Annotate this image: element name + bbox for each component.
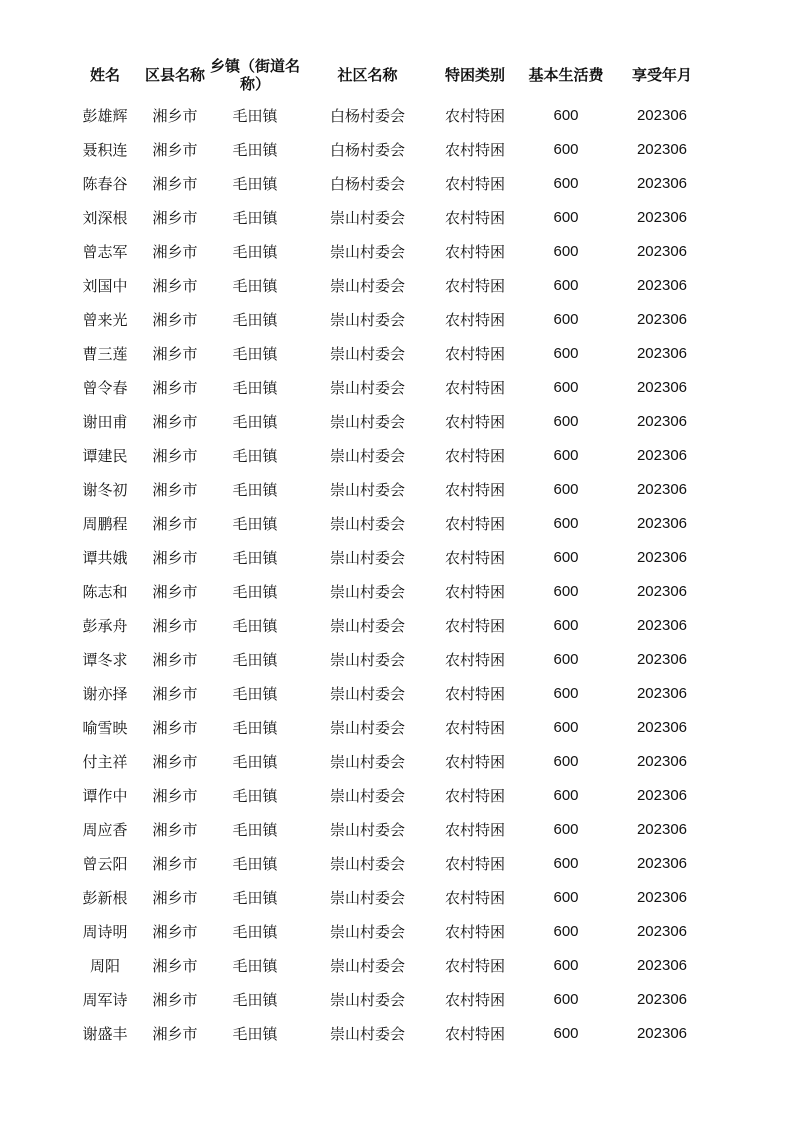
cell-county: 湘乡市	[152, 242, 198, 261]
cell-allowance: 600	[553, 820, 579, 838]
cell-community: 崇山村委会	[329, 854, 405, 873]
cell-community: 崇山村委会	[329, 922, 405, 941]
cell-allowance: 600	[553, 718, 579, 736]
cell-month: 202306	[636, 548, 688, 566]
cell-name: 曾云阳	[82, 854, 128, 873]
cell-county: 湘乡市	[152, 650, 198, 669]
cell-name: 谢盛丰	[82, 1024, 128, 1043]
cell-township: 毛田镇	[232, 650, 278, 669]
table-row	[70, 982, 716, 1016]
header-category: 特困类别	[444, 66, 505, 84]
cell-name: 谭建民	[82, 446, 128, 465]
cell-township: 毛田镇	[232, 956, 278, 975]
table-row	[70, 778, 716, 812]
cell-county: 湘乡市	[152, 922, 198, 941]
cell-community: 崇山村委会	[329, 582, 405, 601]
cell-month: 202306	[636, 752, 688, 770]
cell-month: 202306	[636, 242, 688, 260]
table-row	[70, 540, 716, 574]
cell-month: 202306	[636, 174, 688, 192]
cell-month: 202306	[636, 378, 688, 396]
cell-name: 付主祥	[82, 752, 128, 771]
cell-category: 农村特困	[444, 276, 505, 295]
table-row	[70, 812, 716, 846]
table-row	[70, 914, 716, 948]
table-row	[70, 302, 716, 336]
cell-category: 农村特困	[444, 922, 505, 941]
cell-allowance: 600	[553, 888, 579, 906]
cell-category: 农村特困	[444, 378, 505, 397]
header-start-month: 享受年月	[631, 66, 692, 84]
cell-county: 湘乡市	[152, 514, 198, 533]
cell-county: 湘乡市	[152, 888, 198, 907]
table-row	[70, 336, 716, 370]
header-community: 社区名称	[337, 66, 398, 84]
cell-county: 湘乡市	[152, 616, 198, 635]
cell-name: 周诗明	[82, 922, 128, 941]
table-row	[70, 608, 716, 642]
cell-township: 毛田镇	[232, 548, 278, 567]
cell-township: 毛田镇	[232, 514, 278, 533]
cell-name: 谢田甫	[82, 412, 128, 431]
cell-month: 202306	[636, 650, 688, 668]
cell-name: 谭冬求	[82, 650, 128, 669]
cell-month: 202306	[636, 140, 688, 158]
cell-community: 崇山村委会	[329, 412, 405, 431]
cell-community: 崇山村委会	[329, 1024, 405, 1043]
cell-name: 彭承舟	[82, 616, 128, 635]
cell-county: 湘乡市	[152, 820, 198, 839]
cell-month: 202306	[636, 990, 688, 1008]
cell-community: 崇山村委会	[329, 752, 405, 771]
cell-allowance: 600	[553, 650, 579, 668]
cell-township: 毛田镇	[232, 446, 278, 465]
cell-allowance: 600	[553, 242, 579, 260]
cell-township: 毛田镇	[232, 276, 278, 295]
cell-community: 白杨村委会	[329, 174, 405, 193]
cell-allowance: 600	[553, 174, 579, 192]
cell-name: 喻雪映	[82, 718, 128, 737]
cell-community: 崇山村委会	[329, 684, 405, 703]
cell-township: 毛田镇	[232, 140, 278, 159]
cell-month: 202306	[636, 582, 688, 600]
cell-allowance: 600	[553, 956, 579, 974]
cell-county: 湘乡市	[152, 684, 198, 703]
cell-township: 毛田镇	[232, 582, 278, 601]
cell-township: 毛田镇	[232, 820, 278, 839]
cell-allowance: 600	[553, 990, 579, 1008]
table-row	[70, 472, 716, 506]
cell-county: 湘乡市	[152, 106, 198, 125]
cell-county: 湘乡市	[152, 480, 198, 499]
cell-county: 湘乡市	[152, 378, 198, 397]
cell-category: 农村特困	[444, 140, 505, 159]
cell-community: 崇山村委会	[329, 276, 405, 295]
cell-category: 农村特困	[444, 786, 505, 805]
cell-county: 湘乡市	[152, 276, 198, 295]
cell-category: 农村特困	[444, 990, 505, 1009]
table-row	[70, 200, 716, 234]
cell-name: 彭雄辉	[82, 106, 128, 125]
cell-township: 毛田镇	[232, 344, 278, 363]
cell-allowance: 600	[553, 548, 579, 566]
cell-name: 谭作中	[82, 786, 128, 805]
cell-township: 毛田镇	[232, 106, 278, 125]
cell-township: 毛田镇	[232, 616, 278, 635]
header-living-allowance: 基本生活费	[528, 66, 604, 84]
cell-month: 202306	[636, 208, 688, 226]
table-row	[70, 370, 716, 404]
cell-name: 周应香	[82, 820, 128, 839]
cell-community: 崇山村委会	[329, 480, 405, 499]
table-row	[70, 132, 716, 166]
cell-category: 农村特困	[444, 480, 505, 499]
cell-allowance: 600	[553, 208, 579, 226]
cell-month: 202306	[636, 616, 688, 634]
cell-township: 毛田镇	[232, 922, 278, 941]
cell-township: 毛田镇	[232, 752, 278, 771]
cell-community: 崇山村委会	[329, 208, 405, 227]
cell-township: 毛田镇	[232, 786, 278, 805]
cell-allowance: 600	[553, 514, 579, 532]
cell-name: 彭新根	[82, 888, 128, 907]
cell-month: 202306	[636, 310, 688, 328]
cell-month: 202306	[636, 956, 688, 974]
cell-category: 农村特困	[444, 616, 505, 635]
cell-month: 202306	[636, 480, 688, 498]
cell-month: 202306	[636, 344, 688, 362]
cell-name: 刘深根	[82, 208, 128, 227]
table-body	[70, 98, 716, 1050]
table-row	[70, 404, 716, 438]
cell-category: 农村特困	[444, 446, 505, 465]
cell-month: 202306	[636, 820, 688, 838]
cell-category: 农村特困	[444, 174, 505, 193]
cell-allowance: 600	[553, 310, 579, 328]
cell-allowance: 600	[553, 276, 579, 294]
cell-month: 202306	[636, 922, 688, 940]
cell-community: 崇山村委会	[329, 548, 405, 567]
cell-county: 湘乡市	[152, 548, 198, 567]
table-row	[70, 948, 716, 982]
cell-allowance: 600	[553, 446, 579, 464]
cell-category: 农村特困	[444, 752, 505, 771]
cell-township: 毛田镇	[232, 990, 278, 1009]
cell-month: 202306	[636, 412, 688, 430]
cell-township: 毛田镇	[232, 854, 278, 873]
cell-month: 202306	[636, 718, 688, 736]
cell-county: 湘乡市	[152, 208, 198, 227]
cell-community: 白杨村委会	[329, 140, 405, 159]
cell-category: 农村特困	[444, 582, 505, 601]
cell-allowance: 600	[553, 854, 579, 872]
cell-month: 202306	[636, 446, 688, 464]
cell-community: 崇山村委会	[329, 718, 405, 737]
cell-county: 湘乡市	[152, 990, 198, 1009]
table-row	[70, 166, 716, 200]
cell-month: 202306	[636, 684, 688, 702]
cell-allowance: 600	[553, 786, 579, 804]
table-row	[70, 1016, 716, 1050]
cell-month: 202306	[636, 106, 688, 124]
cell-county: 湘乡市	[152, 956, 198, 975]
table-row	[70, 710, 716, 744]
cell-township: 毛田镇	[232, 242, 278, 261]
cell-township: 毛田镇	[232, 480, 278, 499]
cell-county: 湘乡市	[152, 752, 198, 771]
cell-community: 崇山村委会	[329, 990, 405, 1009]
cell-allowance: 600	[553, 752, 579, 770]
table-row	[70, 880, 716, 914]
cell-category: 农村特困	[444, 514, 505, 533]
header-township: 乡镇（街道名称）	[210, 57, 301, 93]
cell-allowance: 600	[553, 140, 579, 158]
cell-township: 毛田镇	[232, 718, 278, 737]
cell-category: 农村特困	[444, 888, 505, 907]
cell-allowance: 600	[553, 480, 579, 498]
cell-month: 202306	[636, 786, 688, 804]
table-row	[70, 574, 716, 608]
header-county: 区县名称	[144, 66, 205, 84]
cell-county: 湘乡市	[152, 140, 198, 159]
table-row	[70, 98, 716, 132]
cell-township: 毛田镇	[232, 412, 278, 431]
table-row	[70, 234, 716, 268]
relief-table	[70, 52, 716, 1050]
cell-name: 谢冬初	[82, 480, 128, 499]
header-name: 姓名	[89, 66, 120, 84]
cell-month: 202306	[636, 854, 688, 872]
cell-community: 崇山村委会	[329, 446, 405, 465]
cell-allowance: 600	[553, 616, 579, 634]
cell-category: 农村特困	[444, 412, 505, 431]
cell-name: 周阳	[89, 956, 120, 975]
cell-name: 曾志军	[82, 242, 128, 261]
cell-category: 农村特困	[444, 548, 505, 567]
cell-name: 曹三莲	[82, 344, 128, 363]
cell-name: 周鹏程	[82, 514, 128, 533]
cell-township: 毛田镇	[232, 888, 278, 907]
cell-category: 农村特困	[444, 106, 505, 125]
cell-category: 农村特困	[444, 718, 505, 737]
cell-name: 刘国中	[82, 276, 128, 295]
cell-category: 农村特困	[444, 820, 505, 839]
cell-month: 202306	[636, 276, 688, 294]
cell-county: 湘乡市	[152, 446, 198, 465]
table-row	[70, 438, 716, 472]
cell-name: 陈志和	[82, 582, 128, 601]
cell-community: 白杨村委会	[329, 106, 405, 125]
cell-county: 湘乡市	[152, 786, 198, 805]
cell-community: 崇山村委会	[329, 378, 405, 397]
table-row	[70, 846, 716, 880]
table-row	[70, 676, 716, 710]
cell-name: 谭共娥	[82, 548, 128, 567]
cell-name: 陈春谷	[82, 174, 128, 193]
cell-township: 毛田镇	[232, 684, 278, 703]
cell-name: 周军诗	[82, 990, 128, 1009]
cell-name: 曾来光	[82, 310, 128, 329]
cell-county: 湘乡市	[152, 310, 198, 329]
cell-month: 202306	[636, 1024, 688, 1042]
table-row	[70, 506, 716, 540]
table-header-row	[70, 52, 716, 98]
cell-county: 湘乡市	[152, 412, 198, 431]
cell-township: 毛田镇	[232, 174, 278, 193]
cell-name: 谢亦择	[82, 684, 128, 703]
cell-allowance: 600	[553, 1024, 579, 1042]
cell-allowance: 600	[553, 378, 579, 396]
cell-category: 农村特困	[444, 684, 505, 703]
cell-allowance: 600	[553, 582, 579, 600]
cell-category: 农村特困	[444, 310, 505, 329]
cell-township: 毛田镇	[232, 208, 278, 227]
cell-community: 崇山村委会	[329, 786, 405, 805]
cell-month: 202306	[636, 888, 688, 906]
cell-community: 崇山村委会	[329, 650, 405, 669]
cell-community: 崇山村委会	[329, 820, 405, 839]
cell-category: 农村特困	[444, 344, 505, 363]
cell-name: 曾令春	[82, 378, 128, 397]
cell-community: 崇山村委会	[329, 616, 405, 635]
cell-county: 湘乡市	[152, 174, 198, 193]
cell-month: 202306	[636, 514, 688, 532]
cell-county: 湘乡市	[152, 1024, 198, 1043]
cell-county: 湘乡市	[152, 344, 198, 363]
cell-community: 崇山村委会	[329, 888, 405, 907]
cell-community: 崇山村委会	[329, 344, 405, 363]
cell-category: 农村特困	[444, 854, 505, 873]
cell-township: 毛田镇	[232, 378, 278, 397]
cell-category: 农村特困	[444, 208, 505, 227]
cell-allowance: 600	[553, 412, 579, 430]
cell-community: 崇山村委会	[329, 242, 405, 261]
cell-county: 湘乡市	[152, 854, 198, 873]
cell-county: 湘乡市	[152, 718, 198, 737]
cell-name: 聂积连	[82, 140, 128, 159]
cell-township: 毛田镇	[232, 1024, 278, 1043]
cell-allowance: 600	[553, 922, 579, 940]
cell-county: 湘乡市	[152, 582, 198, 601]
cell-category: 农村特困	[444, 242, 505, 261]
table-row	[70, 642, 716, 676]
table-row	[70, 744, 716, 778]
cell-category: 农村特困	[444, 956, 505, 975]
table-row	[70, 268, 716, 302]
cell-community: 崇山村委会	[329, 956, 405, 975]
cell-allowance: 600	[553, 344, 579, 362]
cell-township: 毛田镇	[232, 310, 278, 329]
cell-allowance: 600	[553, 106, 579, 124]
cell-category: 农村特困	[444, 650, 505, 669]
cell-community: 崇山村委会	[329, 514, 405, 533]
cell-allowance: 600	[553, 684, 579, 702]
cell-community: 崇山村委会	[329, 310, 405, 329]
cell-category: 农村特困	[444, 1024, 505, 1043]
